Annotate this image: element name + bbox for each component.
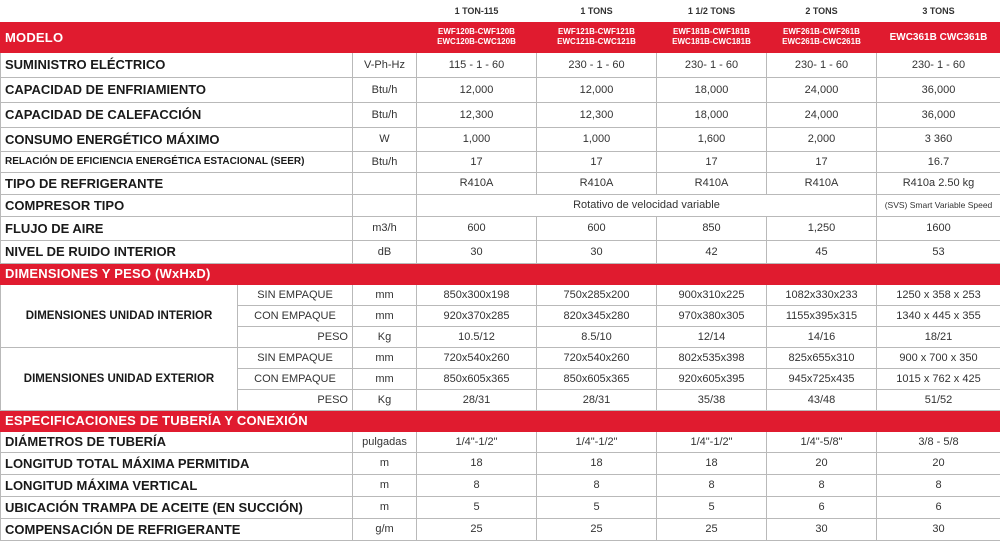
capacity-label: 3 TONS	[922, 5, 955, 16]
spec-label: LONGITUD MÁXIMA VERTICAL	[1, 474, 353, 496]
spec-unit: m	[353, 452, 417, 474]
spec-value: 720x540x260	[537, 347, 657, 368]
spec-row	[1, 452, 1000, 474]
spec-unit	[353, 172, 417, 194]
spec-value: R410a 2.50 kg	[877, 172, 1000, 194]
spec-unit: V-Ph-Hz	[353, 52, 417, 77]
spec-value: 43/48	[767, 389, 877, 410]
spec-value: 850x605x365	[537, 368, 657, 389]
spec-value: R410A	[657, 172, 767, 194]
dimensiones-section-row	[1, 263, 1000, 284]
compresor-value: (SVS) Smart Variable Speed	[877, 194, 1000, 216]
spec-row	[1, 240, 1000, 263]
spec-label: CAPACIDAD DE ENFRIAMIENTO	[1, 77, 353, 102]
model-cell: EWF120B-CWF120B EWC120B-CWC120B	[417, 22, 537, 52]
spec-value: 1,000	[537, 127, 657, 151]
spec-unit: Kg	[353, 326, 417, 347]
spec-value: 8	[537, 474, 657, 496]
spec-value: 920x605x395	[657, 368, 767, 389]
tuberia-section-row	[1, 410, 1000, 431]
spec-value: 12,300	[537, 102, 657, 127]
spec-value: 53	[877, 240, 1000, 263]
model-cell: EWC361B CWC361B	[877, 22, 1000, 52]
spec-value: 970x380x305	[657, 305, 767, 326]
spec-value: 8	[657, 474, 767, 496]
compresor-row	[1, 194, 1000, 216]
group-label: DIMENSIONES UNIDAD EXTERIOR	[1, 347, 238, 410]
spec-value: 920x370x285	[417, 305, 537, 326]
spec-value: 230- 1 - 60	[767, 52, 877, 77]
spec-value: 51/52	[877, 389, 1000, 410]
section-title: DIMENSIONES Y PESO (WxHxD)	[1, 263, 1000, 284]
spec-value: 25	[417, 518, 537, 540]
spec-value: 1082x330x233	[767, 284, 877, 305]
spec-label: LONGITUD TOTAL MÁXIMA PERMITIDA	[1, 452, 353, 474]
spec-unit: mm	[353, 347, 417, 368]
spec-unit: W	[353, 127, 417, 151]
group-label: DIMENSIONES UNIDAD INTERIOR	[1, 284, 238, 347]
spec-row	[1, 431, 1000, 452]
spec-value: 12/14	[657, 326, 767, 347]
spec-unit: Btu/h	[353, 151, 417, 172]
spec-value: 1/4"-5/8"	[767, 431, 877, 452]
sub-label: CON EMPAQUE	[238, 368, 353, 389]
spec-value: 30	[767, 518, 877, 540]
spec-value: 900x310x225	[657, 284, 767, 305]
spec-value: R410A	[537, 172, 657, 194]
modelo-title: MODELO	[1, 22, 417, 52]
capacity-label: 1 TON-115	[454, 5, 499, 16]
spec-value: 6	[877, 496, 1000, 518]
spec-value: 36,000	[877, 102, 1000, 127]
spec-value: 1,600	[657, 127, 767, 151]
dimension-row	[1, 347, 1000, 368]
spec-value: 36,000	[877, 77, 1000, 102]
spec-value: 850	[657, 216, 767, 240]
compresor-value: Rotativo de velocidad variable	[417, 194, 877, 216]
spec-value: 1155x395x315	[767, 305, 877, 326]
spec-value: 12,000	[417, 77, 537, 102]
spec-value: 17	[657, 151, 767, 172]
spec-value: 1/4"-1/2"	[537, 431, 657, 452]
spec-value: 12,300	[417, 102, 537, 127]
spec-unit: Btu/h	[353, 77, 417, 102]
spec-value: 8	[767, 474, 877, 496]
spec-value: 750x285x200	[537, 284, 657, 305]
spec-value: 20	[767, 452, 877, 474]
spec-label: NIVEL DE RUIDO INTERIOR	[1, 240, 353, 263]
spec-value: 1250 x 358 x 253	[877, 284, 1000, 305]
spec-value: 600	[537, 216, 657, 240]
model-cell: EWF181B-CWF181B EWC181B-CWC181B	[657, 22, 767, 52]
spec-value: 230- 1 - 60	[877, 52, 1000, 77]
model-cell: EWF261B-CWF261B EWC261B-CWC261B	[767, 22, 877, 52]
spec-value: 24,000	[767, 77, 877, 102]
spec-value: 1/4"-1/2"	[417, 431, 537, 452]
spec-label: DIÁMETROS DE TUBERÍA	[1, 431, 353, 452]
spec-value: 16.7	[877, 151, 1000, 172]
spec-value: 18	[537, 452, 657, 474]
spec-label: UBICACIÓN TRAMPA DE ACEITE (EN SUCCIÓN)	[1, 496, 353, 518]
spec-value: 6	[767, 496, 877, 518]
spec-value: 5	[657, 496, 767, 518]
spec-value: 1,000	[417, 127, 537, 151]
sub-label: SIN EMPAQUE	[238, 284, 353, 305]
spec-unit: mm	[353, 284, 417, 305]
spec-value: 18,000	[657, 77, 767, 102]
spec-value: 945x725x435	[767, 368, 877, 389]
spec-value: 8	[417, 474, 537, 496]
spec-label: COMPRESOR TIPO	[1, 194, 353, 216]
spec-label: RELACIÓN DE EFICIENCIA ENERGÉTICA ESTACIONAL (SEER)	[1, 151, 353, 172]
spec-value: 30	[417, 240, 537, 263]
spec-value: 5	[537, 496, 657, 518]
spec-value: 18,000	[657, 102, 767, 127]
spec-unit: m3/h	[353, 216, 417, 240]
spec-value: 18	[417, 452, 537, 474]
spec-value: 1/4"-1/2"	[657, 431, 767, 452]
spec-unit: m	[353, 474, 417, 496]
section-title: ESPECIFICACIONES DE TUBERÍA Y CONEXIÓN	[1, 410, 1000, 431]
spec-value: 1015 x 762 x 425	[877, 368, 1000, 389]
sub-label: CON EMPAQUE	[238, 305, 353, 326]
spec-unit: m	[353, 496, 417, 518]
spec-value: 30	[537, 240, 657, 263]
spec-value: 850x605x365	[417, 368, 537, 389]
spec-unit: g/m	[353, 518, 417, 540]
spec-label: CAPACIDAD DE CALEFACCIÓN	[1, 102, 353, 127]
spec-value: 3/8 - 5/8	[877, 431, 1000, 452]
spec-value: 28/31	[417, 389, 537, 410]
spec-value: 1,250	[767, 216, 877, 240]
spec-value: 10.5/12	[417, 326, 537, 347]
spec-value: R410A	[767, 172, 877, 194]
sub-label: PESO	[238, 389, 353, 410]
spec-unit: Btu/h	[353, 102, 417, 127]
spec-value: 25	[657, 518, 767, 540]
sub-label: SIN EMPAQUE	[238, 347, 353, 368]
spec-row	[1, 102, 1000, 127]
spec-unit: mm	[353, 368, 417, 389]
spec-row	[1, 518, 1000, 540]
spec-value: 14/16	[767, 326, 877, 347]
spec-unit: Kg	[353, 389, 417, 410]
spec-label: TIPO DE REFRIGERANTE	[1, 172, 353, 194]
spec-value: 600	[417, 216, 537, 240]
dimension-row	[1, 284, 1000, 305]
spec-value: 12,000	[537, 77, 657, 102]
spec-row	[1, 172, 1000, 194]
spec-value: 2,000	[767, 127, 877, 151]
spec-value: 20	[877, 452, 1000, 474]
spec-row	[1, 52, 1000, 77]
sub-label: PESO	[238, 326, 353, 347]
spec-value: 115 - 1 - 60	[417, 52, 537, 77]
spec-unit: pulgadas	[353, 431, 417, 452]
spec-value: 30	[877, 518, 1000, 540]
spec-row	[1, 216, 1000, 240]
spec-value: 28/31	[537, 389, 657, 410]
spec-row	[1, 127, 1000, 151]
spec-value: 825x655x310	[767, 347, 877, 368]
spec-value: 18	[657, 452, 767, 474]
modelo-row	[1, 22, 1000, 52]
spec-row	[1, 151, 1000, 172]
spec-value: 24,000	[767, 102, 877, 127]
spec-value: 900 x 700 x 350	[877, 347, 1000, 368]
spec-value: 1600	[877, 216, 1000, 240]
spec-label: FLUJO DE AIRE	[1, 216, 353, 240]
spec-value: R410A	[417, 172, 537, 194]
spec-label: COMPENSACIÓN DE REFRIGERANTE	[1, 518, 353, 540]
capacity-label: 1 1/2 TONS	[687, 5, 736, 16]
spec-value: 230- 1 - 60	[657, 52, 767, 77]
spec-value: 850x300x198	[417, 284, 537, 305]
capacity-label: 1 TONS	[580, 5, 613, 16]
spec-value: 720x540x260	[417, 347, 537, 368]
spec-value: 18/21	[877, 326, 1000, 347]
spec-value: 8.5/10	[537, 326, 657, 347]
spec-value: 8	[877, 474, 1000, 496]
spec-value: 35/38	[657, 389, 767, 410]
spec-value: 802x535x398	[657, 347, 767, 368]
capacity-label: 2 TONS	[805, 5, 838, 16]
spec-unit: mm	[353, 305, 417, 326]
spec-unit: dB	[353, 240, 417, 263]
spec-value: 17	[767, 151, 877, 172]
spec-row	[1, 77, 1000, 102]
spec-value: 17	[537, 151, 657, 172]
spec-value: 5	[417, 496, 537, 518]
spec-label: SUMINISTRO ELÉCTRICO	[1, 52, 353, 77]
capacity-header-row	[1, 0, 1000, 22]
spec-value: 45	[767, 240, 877, 263]
spec-value: 820x345x280	[537, 305, 657, 326]
spec-value: 1340 x 445 x 355	[877, 305, 1000, 326]
spec-value: 230 - 1 - 60	[537, 52, 657, 77]
spec-value: 42	[657, 240, 767, 263]
spec-unit	[353, 194, 417, 216]
model-cell: EWF121B-CWF121B EWC121B-CWC121B	[537, 22, 657, 52]
spec-value: 17	[417, 151, 537, 172]
spec-row	[1, 474, 1000, 496]
spec-label: CONSUMO ENERGÉTICO MÁXIMO	[1, 127, 353, 151]
spec-value: 25	[537, 518, 657, 540]
spec-value: 3 360	[877, 127, 1000, 151]
spec-row	[1, 496, 1000, 518]
